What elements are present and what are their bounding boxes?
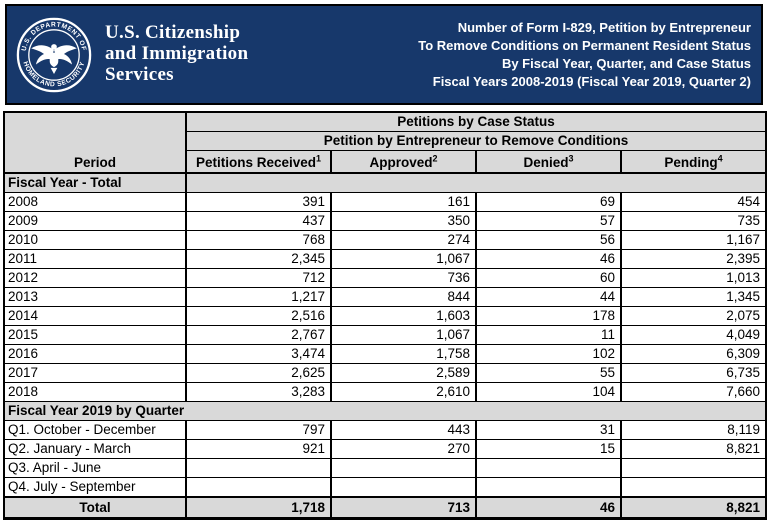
value-cell: 69 (476, 192, 621, 211)
agency-wordmark (105, 23, 248, 86)
col-header-pending (621, 151, 766, 173)
group-header-case-status: Petitions by Case Status (186, 112, 766, 132)
value-cell: 2,516 (186, 306, 331, 325)
value-cell: 2,589 (331, 363, 476, 382)
value-cell: 1,758 (331, 344, 476, 363)
period-cell: 2018 (4, 382, 186, 401)
value-cell: 8,119 (621, 420, 766, 439)
value-cell: 11 (476, 325, 621, 344)
total-value-cell: 713 (331, 497, 476, 519)
data-row (4, 306, 766, 325)
value-cell: 2,610 (331, 382, 476, 401)
value-cell: 454 (621, 192, 766, 211)
period-cell: Q1. October - December (4, 420, 186, 439)
value-cell: 6,309 (621, 344, 766, 363)
value-cell: 2,625 (186, 363, 331, 382)
value-cell: 1,013 (621, 268, 766, 287)
footnote-marker: 3 (568, 153, 574, 163)
value-cell: 391 (186, 192, 331, 211)
footnote-marker: 4 (717, 153, 723, 163)
value-cell (621, 458, 766, 477)
section-label: Fiscal Year - Total (4, 173, 186, 193)
data-row (4, 344, 766, 363)
report-title-line: Fiscal Years 2008-2019 (Fiscal Year 2019, Quarter 2) (432, 73, 751, 89)
value-cell: 4,049 (621, 325, 766, 344)
value-cell: 2,767 (186, 325, 331, 344)
period-cell: Q4. July - September (4, 477, 186, 497)
data-row (4, 439, 766, 458)
data-row (4, 287, 766, 306)
total-value-cell: 8,821 (621, 497, 766, 519)
petitions-table (3, 111, 767, 520)
value-cell: 3,283 (186, 382, 331, 401)
footnote-marker: 1 (316, 153, 322, 163)
seal-bottom-text: HOMELAND SECURITY (21, 60, 87, 88)
value-cell: 1,345 (621, 287, 766, 306)
report-title-line: Number of Form I-829, Petition by Entrepreneur (457, 19, 751, 35)
footnote-marker: 2 (432, 153, 438, 163)
value-cell: 735 (621, 211, 766, 230)
value-cell: 161 (331, 192, 476, 211)
value-cell: 57 (476, 211, 621, 230)
value-cell: 797 (186, 420, 331, 439)
value-cell: 1,217 (186, 287, 331, 306)
total-label: Total (4, 497, 186, 519)
col-header-label: Petitions Received (195, 154, 317, 170)
value-cell: 60 (476, 268, 621, 287)
value-cell: 178 (476, 306, 621, 325)
value-cell (186, 477, 331, 497)
header-banner (5, 4, 763, 105)
value-cell (331, 477, 476, 497)
value-cell: 274 (331, 230, 476, 249)
value-cell: 3,474 (186, 344, 331, 363)
section-label: Fiscal Year 2019 by Quarter (4, 401, 766, 420)
data-row (4, 382, 766, 401)
value-cell (476, 458, 621, 477)
total-value-cell: 1,718 (186, 497, 331, 519)
value-cell: 768 (186, 230, 331, 249)
data-row (4, 363, 766, 382)
data-row (4, 477, 766, 497)
group-header-entrepreneur: Petition by Entrepreneur to Remove Conditions (186, 132, 766, 151)
period-cell: 2013 (4, 287, 186, 306)
value-cell: 102 (476, 344, 621, 363)
col-header-petitions-received (186, 151, 331, 173)
period-cell: 2011 (4, 249, 186, 268)
value-cell: 1,067 (331, 325, 476, 344)
col-header-denied (476, 151, 621, 173)
data-row (4, 192, 766, 211)
period-cell: Q3. April - June (4, 458, 186, 477)
banner-left (16, 17, 248, 93)
value-cell: 921 (186, 439, 331, 458)
total-value-cell: 46 (476, 497, 621, 519)
value-cell: 1,067 (331, 249, 476, 268)
period-cell: 2015 (4, 325, 186, 344)
period-cell: 2009 (4, 211, 186, 230)
report-title-line: To Remove Conditions on Permanent Resident Status (418, 37, 751, 53)
period-cell: 2017 (4, 363, 186, 382)
period-cell: 2016 (4, 344, 186, 363)
report-title (418, 19, 751, 91)
section-header-row (4, 401, 766, 420)
col-header-label: Approved (369, 154, 433, 170)
period-cell: 2008 (4, 192, 186, 211)
agency-line: Services (105, 63, 174, 85)
col-header-label: Pending (664, 154, 718, 170)
group-header-row-1 (4, 112, 766, 132)
value-cell: 15 (476, 439, 621, 458)
period-cell: Q2. January - March (4, 439, 186, 458)
value-cell: 443 (331, 420, 476, 439)
table-body (4, 173, 766, 519)
value-cell: 2,345 (186, 249, 331, 268)
section-fill (186, 173, 766, 193)
value-cell: 270 (331, 439, 476, 458)
value-cell: 437 (186, 211, 331, 230)
data-row (4, 420, 766, 439)
value-cell: 31 (476, 420, 621, 439)
value-cell: 736 (331, 268, 476, 287)
value-cell: 844 (331, 287, 476, 306)
value-cell (621, 477, 766, 497)
col-header-approved (331, 151, 476, 173)
value-cell: 55 (476, 363, 621, 382)
col-header-label: Denied (523, 154, 569, 170)
value-cell: 712 (186, 268, 331, 287)
agency-line: and Immigration (105, 43, 249, 65)
agency-line: U.S. Citizenship (105, 22, 241, 44)
data-row (4, 325, 766, 344)
period-cell: 2014 (4, 306, 186, 325)
section-header-row (4, 173, 766, 193)
value-cell (186, 458, 331, 477)
eagle-emblem (31, 44, 77, 74)
total-row (4, 497, 766, 519)
value-cell: 104 (476, 382, 621, 401)
value-cell: 56 (476, 230, 621, 249)
period-cell: 2012 (4, 268, 186, 287)
value-cell: 350 (331, 211, 476, 230)
value-cell: 2,075 (621, 306, 766, 325)
value-cell: 1,167 (621, 230, 766, 249)
period-column-header: Period (4, 112, 186, 173)
value-cell: 46 (476, 249, 621, 268)
data-row (4, 268, 766, 287)
report-title-line: By Fiscal Year, Quarter, and Case Status (501, 55, 751, 71)
seal-top-text: U.S. DEPARTMENT OF (20, 20, 88, 52)
value-cell: 8,821 (621, 439, 766, 458)
value-cell (331, 458, 476, 477)
data-row (4, 211, 766, 230)
data-row (4, 458, 766, 477)
value-cell: 44 (476, 287, 621, 306)
value-cell: 7,660 (621, 382, 766, 401)
value-cell: 2,395 (621, 249, 766, 268)
data-row (4, 230, 766, 249)
dhs-seal-icon (16, 17, 92, 93)
value-cell: 6,735 (621, 363, 766, 382)
period-cell: 2010 (4, 230, 186, 249)
data-row (4, 249, 766, 268)
value-cell: 1,603 (331, 306, 476, 325)
value-cell (476, 477, 621, 497)
